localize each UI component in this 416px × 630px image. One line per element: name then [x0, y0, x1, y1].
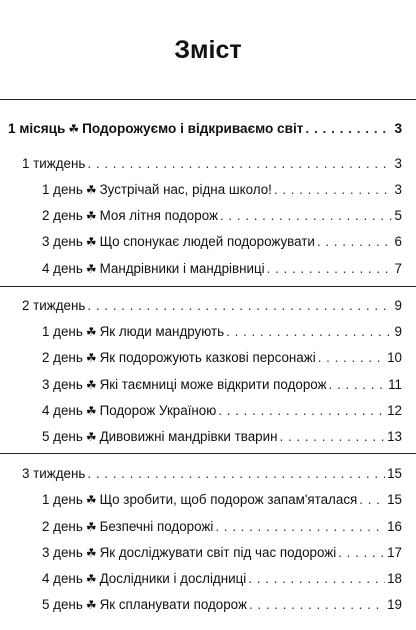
page-number: 3: [394, 121, 402, 136]
clover-icon: ☘: [85, 351, 97, 365]
day-title: Як подорожують казкові персонажі: [99, 350, 316, 365]
month-prefix: 1 місяць: [8, 121, 66, 136]
day-prefix: 3 день: [42, 545, 83, 560]
dot-leader: [338, 545, 385, 561]
page-number: 13: [387, 429, 402, 444]
page-number: 6: [394, 234, 402, 249]
week-label: 3 тиждень: [22, 466, 86, 481]
day-prefix: 1 день: [42, 182, 83, 197]
clover-icon: ☘: [85, 262, 97, 276]
toc-week-entry[interactable]: [22, 466, 402, 482]
toc-week-entry[interactable]: [22, 156, 402, 172]
day-title: Подорож Україною: [99, 403, 217, 418]
clover-icon: ☘: [85, 378, 97, 392]
toc-day-entry[interactable]: [42, 545, 402, 561]
toc-day-entry[interactable]: [42, 377, 402, 393]
day-prefix: 3 день: [42, 377, 83, 392]
week-label: 2 тиждень: [22, 298, 86, 313]
toc-day-entry[interactable]: [42, 597, 402, 613]
toc-day-entry[interactable]: [42, 492, 402, 508]
dot-leader: [267, 261, 392, 277]
entry-label: [42, 519, 213, 535]
page-number: 17: [387, 545, 402, 560]
clover-icon: ☘: [85, 235, 97, 249]
page-title: Зміст: [174, 36, 242, 64]
toc-day-entry[interactable]: [42, 571, 402, 587]
day-title: Дивовижні мандрівки тварин: [99, 429, 278, 444]
page-number: 5: [394, 208, 402, 223]
clover-icon: ☘: [85, 598, 97, 612]
toc-day-entry[interactable]: [42, 182, 402, 198]
toc-week-entry[interactable]: [22, 298, 402, 314]
toc-day-entry[interactable]: [42, 429, 402, 445]
day-prefix: 5 день: [42, 597, 83, 612]
page-number: 12: [387, 403, 402, 418]
page-number: 7: [394, 261, 402, 276]
clover-icon: ☘: [85, 183, 97, 197]
dot-leader: [305, 121, 392, 137]
day-prefix: 4 день: [42, 261, 83, 276]
toc-day-entry[interactable]: [42, 208, 402, 224]
toc-day-entry[interactable]: [42, 350, 402, 366]
page-number: 11: [388, 377, 402, 392]
clover-icon: ☘: [85, 430, 97, 444]
day-title: Що зробити, щоб подорож запам'яталася: [99, 492, 358, 507]
toc-day-entry[interactable]: [42, 519, 402, 535]
entry-label: [42, 492, 357, 508]
day-title: Які таємниці може відкрити подорож: [99, 377, 327, 392]
dot-leader: [215, 519, 385, 535]
day-prefix: 4 день: [42, 403, 83, 418]
page-number: 15: [387, 466, 402, 481]
clover-icon: ☘: [85, 572, 97, 586]
day-title: Зустрічай нас, рідна школо!: [99, 182, 272, 197]
dot-leader: [274, 182, 392, 198]
day-prefix: 4 день: [42, 571, 83, 586]
page-number: 19: [387, 597, 402, 612]
dot-leader: [87, 298, 392, 314]
clover-icon: ☘: [85, 520, 97, 534]
day-prefix: 3 день: [42, 234, 83, 249]
page-number: 16: [387, 519, 402, 534]
page-number: 18: [387, 571, 402, 586]
page-number: 15: [387, 492, 402, 507]
dot-leader: [87, 156, 392, 172]
dot-leader: [226, 324, 392, 340]
dot-leader: [218, 403, 385, 419]
day-title: Що спонукає людей подорожувати: [99, 234, 315, 249]
entry-label: [42, 208, 218, 224]
day-title: Безпечні подорожі: [99, 519, 214, 534]
page-number: 10: [387, 350, 402, 365]
entry-label: [42, 261, 265, 277]
entry-label: [42, 571, 246, 587]
day-prefix: 2 день: [42, 350, 83, 365]
entry-label: [42, 545, 336, 561]
toc-day-entry[interactable]: [42, 324, 402, 340]
entry-label: [42, 597, 247, 613]
day-title: Як люди мандрують: [99, 324, 225, 339]
day-prefix: 5 день: [42, 429, 83, 444]
dot-leader: [87, 466, 385, 482]
day-title: Як досліджувати світ під час подорожі: [99, 545, 337, 560]
dot-leader: [248, 571, 385, 587]
clover-icon: ☘: [68, 122, 80, 136]
toc-month-entry[interactable]: [8, 121, 402, 137]
clover-icon: ☘: [85, 209, 97, 223]
dot-leader: [329, 377, 387, 393]
page-number: 9: [394, 298, 402, 313]
entry-label: [42, 429, 278, 445]
section-divider: [0, 286, 416, 287]
page-number: 3: [394, 182, 402, 197]
entry-label: [42, 234, 315, 250]
day-title: Мандрівники і мандрівниці: [99, 261, 265, 276]
toc-day-entry[interactable]: [42, 261, 402, 277]
day-prefix: 1 день: [42, 492, 83, 507]
dot-leader: [249, 597, 385, 613]
page-number: 9: [394, 324, 402, 339]
entry-label: [42, 403, 216, 419]
dot-leader: [220, 208, 392, 224]
dot-leader: [359, 492, 385, 508]
entry-label: [8, 121, 303, 137]
week-label: 1 тиждень: [22, 156, 86, 171]
section-divider: [0, 453, 416, 454]
toc-day-entry[interactable]: [42, 403, 402, 419]
entry-label: [42, 182, 272, 198]
entry-label: [42, 324, 224, 340]
title-divider: [0, 99, 416, 100]
toc-day-entry[interactable]: [42, 234, 402, 250]
clover-icon: ☘: [85, 404, 97, 418]
dot-leader: [318, 350, 385, 366]
day-prefix: 1 день: [42, 324, 83, 339]
dot-leader: [317, 234, 392, 250]
entry-label: [42, 350, 316, 366]
page-number: 3: [394, 156, 402, 171]
day-title: Як спланувати подорож: [99, 597, 247, 612]
day-prefix: 2 день: [42, 519, 83, 534]
month-title: Подорожуємо і відкриваємо світ: [82, 121, 304, 136]
dot-leader: [280, 429, 386, 445]
day-prefix: 2 день: [42, 208, 83, 223]
clover-icon: ☘: [85, 546, 97, 560]
day-title: Дослідники і дослідниці: [99, 571, 247, 586]
day-title: Моя літня подорож: [99, 208, 218, 223]
clover-icon: ☘: [85, 493, 97, 507]
clover-icon: ☘: [85, 325, 97, 339]
entry-label: [42, 377, 327, 393]
